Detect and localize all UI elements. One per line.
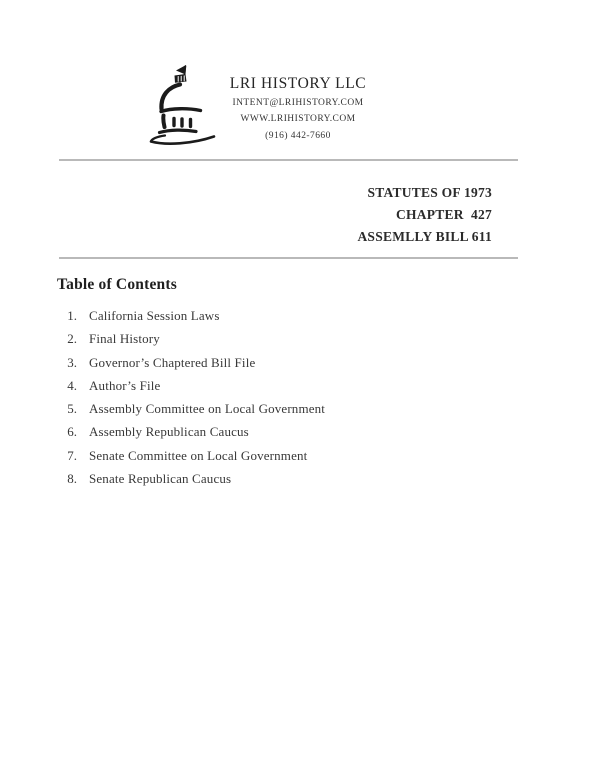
toc-item-number: 6. [67,424,77,440]
company-website: WWW.LRIHISTORY.COM [240,114,356,124]
toc-item-label: Assembly Committee on Local Government [89,401,326,417]
company-email: INTENT@LRIHISTORY.COM [232,97,364,108]
toc-item-number: 4. [67,377,77,393]
bill-line: ASSEMLLY BILL 611 [357,228,492,244]
toc-item-label: Senate Committee on Local Government [89,447,308,463]
toc-item [57,354,325,377]
toc-item-number: 7. [67,447,77,463]
toc-item-label: Assembly Republican Caucus [89,424,249,440]
toc-item-label: Final History [89,331,160,347]
toc-item-label: Senate Republican Caucus [89,471,232,487]
chapter-line: CHAPTER 427 [395,206,492,222]
toc-item-number: 8. [67,471,77,487]
toc-item-number: 2. [67,331,77,347]
toc-heading: Table of Contents [57,276,177,293]
toc-item-label: California Session Laws [89,308,220,323]
toc-item-label: Author’s File [89,377,161,393]
divider-top [59,159,518,161]
toc-item [57,307,325,330]
toc-item-number: 1. [67,308,77,323]
toc-item [57,423,325,446]
toc-item-number: 3. [67,354,77,370]
case-caption-block [357,182,492,247]
company-name: LRI HISTORY LLC [229,75,367,92]
toc-item [57,377,325,400]
divider-middle [59,257,518,259]
toc-item [57,447,325,470]
toc-item-label: Governor’s Chaptered Bill File [89,354,256,370]
toc-item-number: 5. [67,401,77,417]
statutes-line: STATUTES OF 1973 [367,185,492,200]
toc-item [57,470,325,493]
toc-list [57,307,325,493]
toc-item [57,330,325,353]
company-phone: (916) 442-7660 [265,130,331,141]
toc-item [57,400,325,423]
